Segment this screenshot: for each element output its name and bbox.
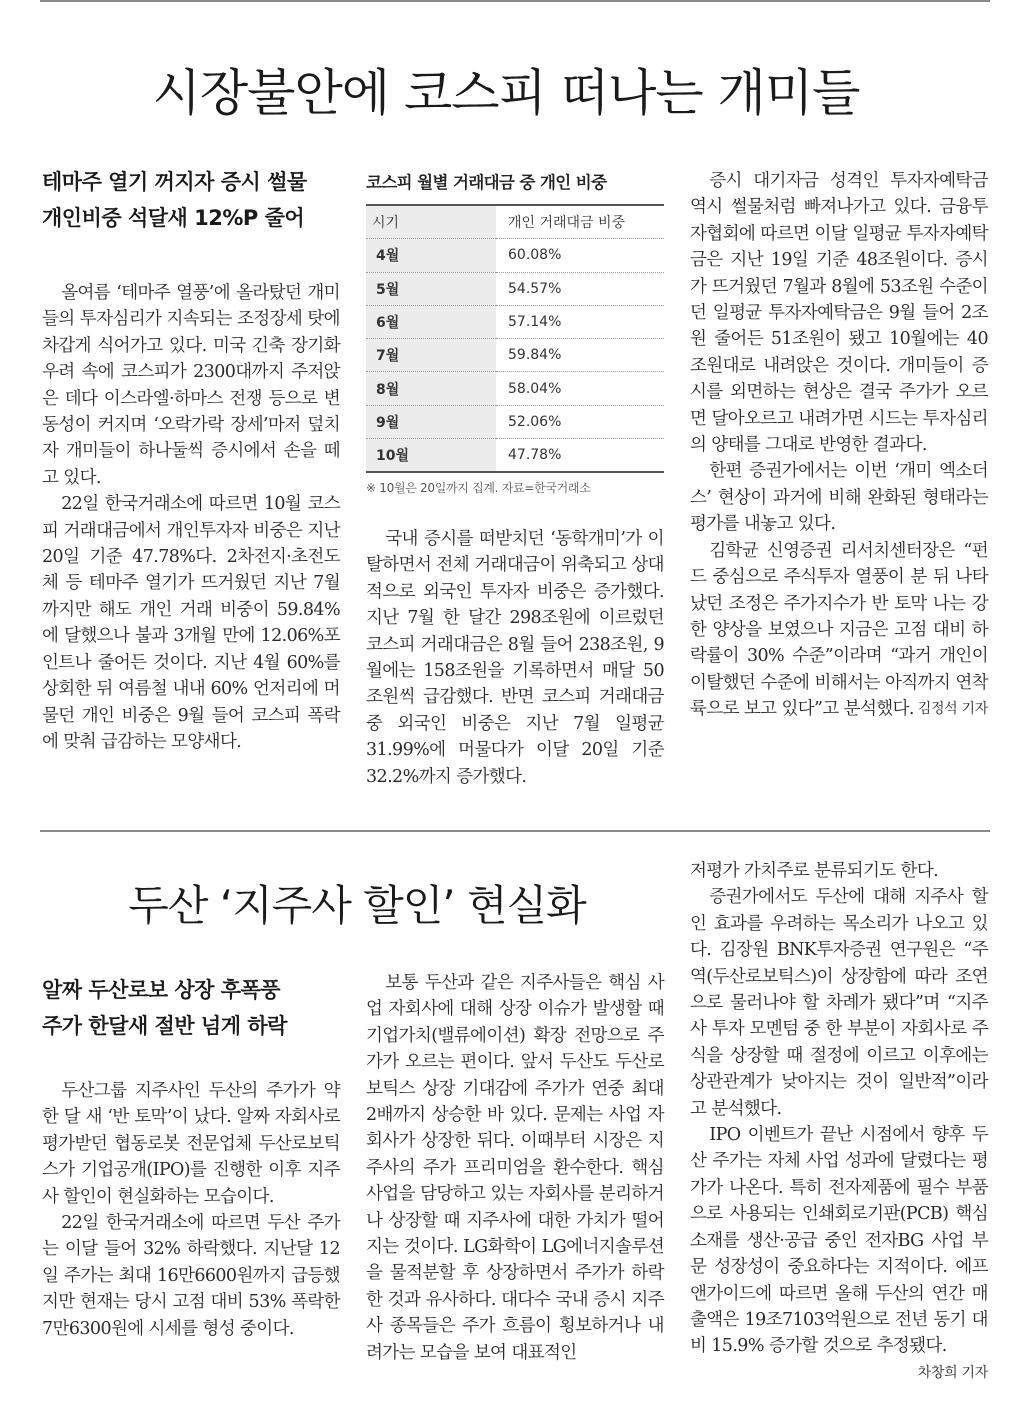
article2-column3 — [690, 858, 988, 1386]
paragraph-text: IPO 이벤트가 끝난 시점에서 향후 두산 주가는 자체 사업 성과에 달렸다는 평가가 나온다. 특히 전자제품에 필수 부품으로 사용되는 인쇄회로기판(PCB) 핵심 소재를 생산·공급 중인 전자BG 사업 부문 성장성이 중요하다는 지적이다. 에프앤가이드에 따르면 올해 두산의 연간 매출액은 19조7103억원으로 전년 동기 대비 15.9% 증가할 것으로 추정됐다. — [690, 1125, 988, 1357]
article1-subhead-line2: 개인비중 석달새 12%P 줄어 — [42, 206, 305, 230]
article1-headline: 시장불안에 코스피 떠나는 개미들 — [152, 64, 860, 122]
table-header: 시기 — [366, 205, 496, 239]
table-row — [366, 405, 664, 438]
month-cell: 5월 — [366, 272, 496, 305]
paragraph: 두산그룹 지주사인 두산의 주가가 약 한 달 새 ‘반 토막’이 났다. 알짜 자회사로 평가받던 협동로봇 전문업체 두산로보틱스가 기업공개(IPO)를 진행한 이후 지주사 할인이 현실화하는 모습이다. — [42, 1081, 340, 1207]
value-cell: 60.08% — [496, 239, 664, 272]
article1-column1 — [42, 280, 340, 755]
article1-column2 — [366, 526, 664, 790]
value-cell: 57.14% — [496, 305, 664, 338]
table-row — [366, 439, 664, 473]
top-rule — [40, 0, 990, 2]
value-cell: 47.78% — [508, 447, 562, 464]
paragraph: 22일 한국거래소에 따르면 10월 코스피 거래대금에서 개인투자자 비중은 지난 20일 기준 47.78%다. 2차전지·초전도체 등 테마주 열기가 뜨거웠던 지난 7월까지만 해도 개인 거래 비중이 59.84%에 달했으나 불과 3개월 만에 12.06%포인트나 줄어든 것이다. 지난 4월 60%를 상회한 뒤 여름철 내내 60% 언저리에 머물던 개인 비중은 9월 들어 코스피 폭락에 맞춰 급감하는 모양새다. — [42, 494, 340, 752]
month-cell: 8월 — [366, 372, 496, 405]
paragraph-continued: 저평가 가치주로 분류되기도 한다. — [690, 861, 939, 881]
table-title: 코스피 월별 거래대금 중 개인 비중 — [366, 173, 607, 192]
article2-subhead — [42, 972, 287, 1044]
paragraph: 국내 증시를 떠받치던 ‘동학개미’가 이탈하면서 전체 거래대금이 위축되고 상대적으로 외국인 투자자 비중은 증가했다. 지난 7월 한 달간 298조원에 이르렀던 코스피 거래대금은 8월 들어 238조원, 9월에는 158조원을 기록하면서 매달 50조원씩 급감했다. 반면 코스피 거래대금 중 외국인 비중은 지난 7월 일평균 31.99%에 머물다가 이달 20일 기준 32.2%까지 증가했다. — [366, 529, 664, 787]
table-header: 개인 거래대금 비중 — [496, 205, 664, 239]
paragraph-last — [690, 1122, 988, 1386]
table-header-row — [366, 205, 664, 239]
table-source-note: ※ 10월은 20일까지 집계. 자료=한국거래소 — [366, 481, 591, 496]
data-table — [366, 204, 664, 473]
table-row — [366, 339, 664, 372]
table-row — [366, 272, 664, 305]
byline: 차창희 기자 — [917, 1364, 988, 1381]
byline: 김정석 기자 — [917, 701, 988, 718]
article2-subhead-line2: 주가 한달새 절반 넘게 하락 — [42, 1014, 287, 1038]
month-cell: 6월 — [366, 305, 496, 338]
article2-column2 — [366, 970, 664, 1366]
article2-headline: 두산 ‘지주사 할인’ 현실화 — [128, 881, 586, 930]
paragraph-last — [690, 538, 988, 723]
paragraph: 증권가에서도 두산에 대해 지주사 할인 효과를 우려하는 목소리가 나오고 있다. 김장원 BNK투자증권 연구원은 “주역(두산로보틱스)이 상장함에 따라 조연으로 물러나야 할 차례가 됐다”며 “지주사 투자 모멘텀 중 한 부분이 자회사로 주식을 상장할 때 절정에 이르고 이후에는 상관관계가 낮아지는 것이 일반적”이라고 분석했다. — [690, 887, 988, 1119]
paragraph: 보통 두산과 같은 지주사들은 핵심 사업 자회사에 대해 상장 이슈가 발생할 때 기업가치(밸류에이션) 확장 전망으로 주가가 오르는 편이다. 앞서 두산도 두산로보틱스 상장 기대감에 주가가 연중 최대 2배까지 상승한 바 있다. 문제는 사업 자회사가 상장한 뒤다. 이때부터 시장은 지주사의 주가 프리미엄을 환수한다. 핵심 사업을 담당하고 있는 자회사를 분리하거나 상장할 때 지주사에 대한 가치가 떨어지는 것이다. LG화학이 LG에너지솔루션을 물적분할 후 상장하면서 주가가 하락한 것과 유사하다. 대다수 국내 증시 지주사 종목들은 주가 흐름이 횡보하거나 내려가는 모습을 보여 대표적인 — [366, 973, 664, 1363]
paragraph: 한편 증권가에서는 이번 ‘개미 엑소더스’ 현상이 과거에 비해 완화된 형태라는 평가를 내놓고 있다. — [690, 461, 988, 535]
paragraph: 증시 대기자금 성격인 투자자예탁금 역시 썰물처럼 빠져나가고 있다. 금융투자협회에 따르면 이달 일평균 투자자예탁금은 지난 19일 기준 48조원이다. 증시가 뜨거웠던 7월과 8월에 53조원 수준이던 일평균 투자자예탁금은 9월 들어 2조원 줄어든 51조원이 됐고 10월에는 40조원대로 내려앉은 것이다. 개미들이 증시를 외면하는 현상은 결국 주가가 오르면 달아오르고 내려가면 시드는 투자심리의 양태를 그대로 반영한 결과다. — [690, 171, 988, 456]
value-cell: 52.06% — [496, 405, 664, 438]
paragraph-text: 김학균 신영증권 리서치센터장은 “펀드 중심으로 주식투자 열풍이 분 뒤 나타났던 조정은 주가지수가 반 토막 나는 강한 양상을 보였으나 지금은 고점 대비 하락률이 30% 수준”이라며 “과거 개인이 이탈했던 수준에 비해서는 아직까지 연착륙으로 보고 있다”고 분석했다. — [690, 540, 988, 720]
article1-subhead-line1: 테마주 열기 꺼지자 증시 썰물 — [42, 170, 307, 194]
value-cell: 58.04% — [496, 372, 664, 405]
paragraph: 22일 한국거래소에 따르면 두산 주가는 이달 들어 32% 하락했다. 지난달 12일 주가는 최대 16만6600원까지 급등했지만 현재는 당시 고점 대비 53% 폭락한 7만6300원에 시세를 형성 중이다. — [42, 1213, 340, 1339]
month-cell: 10월 — [366, 439, 496, 473]
month-cell: 4월 — [366, 239, 496, 272]
article1-column3 — [690, 168, 988, 723]
table-row — [366, 372, 664, 405]
paragraph: 올여름 ‘테마주 열풍’에 올라탔던 개미들의 투자심리가 지속되는 조정장세 탓에 차갑게 식어가고 있다. 미국 긴축 장기화 우려 속에 코스피가 2300대까지 주저앉은 데다 이스라엘·하마스 전쟁 등으로 변동성이 커지며 ‘오락가락 장세’마저 덮치자 개미들이 하나둘씩 증시에서 손을 떼고 있다. — [42, 283, 340, 488]
data-table-box — [366, 166, 664, 496]
section-divider — [40, 830, 990, 832]
month-cell: 7월 — [366, 339, 496, 372]
article2-column1 — [42, 1078, 340, 1342]
table-row — [366, 239, 664, 272]
month-cell: 9월 — [366, 405, 496, 438]
value-cell: 59.84% — [496, 339, 664, 372]
table-row — [366, 305, 664, 338]
value-cell: 54.57% — [496, 272, 664, 305]
article2-subhead-line1: 알짜 두산로보 상장 후폭풍 — [42, 978, 281, 1002]
article1-subhead — [42, 164, 307, 236]
